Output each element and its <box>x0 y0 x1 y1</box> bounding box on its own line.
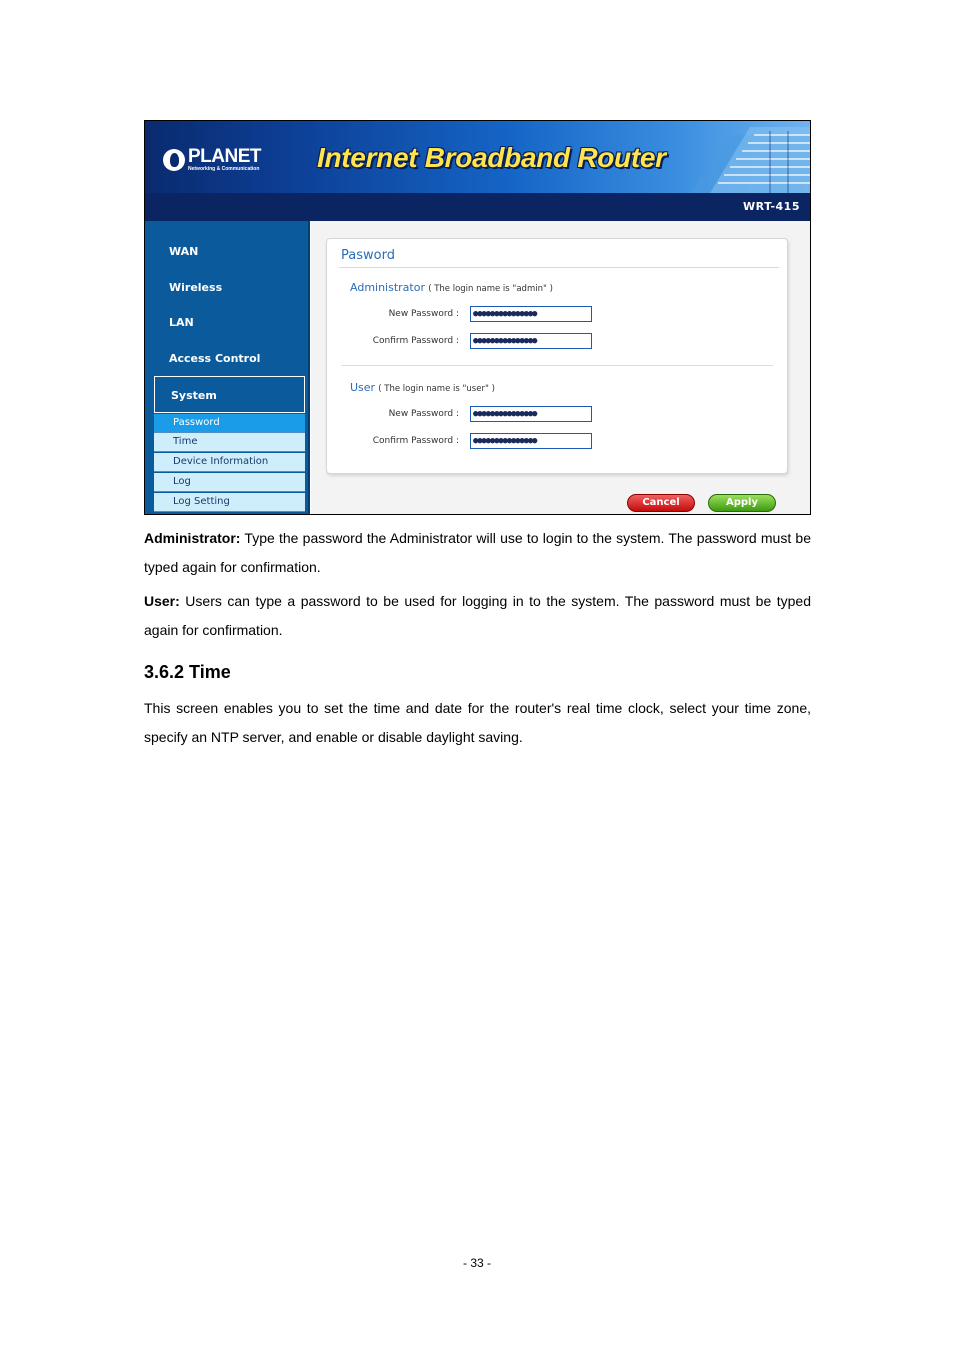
sidebar <box>145 221 309 515</box>
user-text: Users can type a password to be used for logging in to the system. The password must be typed again for confirmation. <box>144 593 811 638</box>
apply-button[interactable]: Apply <box>708 494 776 512</box>
subnav-label: Log <box>173 476 191 487</box>
admin-confirm-password-label: Confirm Password : <box>372 336 459 346</box>
subnav-label: Log Setting <box>173 496 230 507</box>
section-divider <box>341 365 773 366</box>
subnav-label: Password <box>173 417 220 428</box>
subnav-log[interactable] <box>154 473 305 492</box>
user-confirm-password-input[interactable]: ●●●●●●●●●●●●●●● <box>470 433 592 449</box>
subnav-password[interactable] <box>154 414 305 433</box>
admin-section-heading <box>350 282 553 295</box>
nav-lan[interactable]: LAN <box>169 316 194 329</box>
panel-divider <box>339 267 779 268</box>
administrator-term: Administrator: <box>144 530 241 546</box>
planet-logo <box>163 147 261 172</box>
planet-logo-icon <box>163 149 185 171</box>
section-heading: 3.6.2 Time <box>144 662 231 682</box>
sidebar-divider <box>308 221 310 515</box>
user-paragraph <box>144 587 811 645</box>
nav-system[interactable] <box>154 376 305 413</box>
admin-new-password-input[interactable]: ●●●●●●●●●●●●●●● <box>470 306 592 322</box>
user-new-password-label: New Password : <box>388 409 459 419</box>
administrator-paragraph <box>144 524 811 582</box>
subnav-log-setting[interactable] <box>154 493 305 512</box>
admin-new-password-label: New Password : <box>388 309 459 319</box>
model-name: WRT-415 <box>742 200 800 213</box>
user-section-heading <box>350 382 495 395</box>
user-heading: User <box>350 381 376 394</box>
logo-tagline: Networking & Communication <box>188 166 260 172</box>
panel-title: Pasword <box>341 248 395 263</box>
user-note: ( The login name is "user" ) <box>378 384 495 394</box>
subnav-time[interactable] <box>154 433 305 452</box>
content-area <box>311 221 810 515</box>
admin-confirm-password-input[interactable]: ●●●●●●●●●●●●●●● <box>470 333 592 349</box>
password-panel <box>326 238 788 474</box>
router-banner <box>145 121 810 193</box>
admin-heading: Administrator <box>350 281 425 294</box>
nav-wireless[interactable]: Wireless <box>169 281 223 294</box>
user-term: User: <box>144 593 180 609</box>
banner-title: Internet Broadband Router <box>317 142 666 173</box>
logo-name: PLANET <box>188 146 261 167</box>
user-new-password-input[interactable]: ●●●●●●●●●●●●●●● <box>470 406 592 422</box>
page-number: - 33 - <box>462 1256 491 1270</box>
building-icon <box>670 127 810 193</box>
nav-system-label: System <box>171 389 217 402</box>
administrator-text: Type the password the Administrator will use to login to the system. The password must be typed again for confirmation. <box>144 530 811 575</box>
user-confirm-password-label: Confirm Password : <box>372 436 459 446</box>
time-paragraph: This screen enables you to set the time and date for the router's real time clock, select your time zone, specify an NTP server, and enable or disable daylight saving. <box>144 700 811 745</box>
admin-note: ( The login name is "admin" ) <box>428 284 553 294</box>
subnav-label: Time <box>173 436 198 447</box>
nav-wan[interactable]: WAN <box>169 245 199 258</box>
subnav-label: Device Information <box>173 456 269 467</box>
router-screenshot <box>144 120 811 515</box>
cancel-button[interactable]: Cancel <box>627 494 695 512</box>
nav-access-control[interactable]: Access Control <box>169 352 261 365</box>
subnav-device-information[interactable] <box>154 453 305 472</box>
model-strip <box>145 193 810 221</box>
